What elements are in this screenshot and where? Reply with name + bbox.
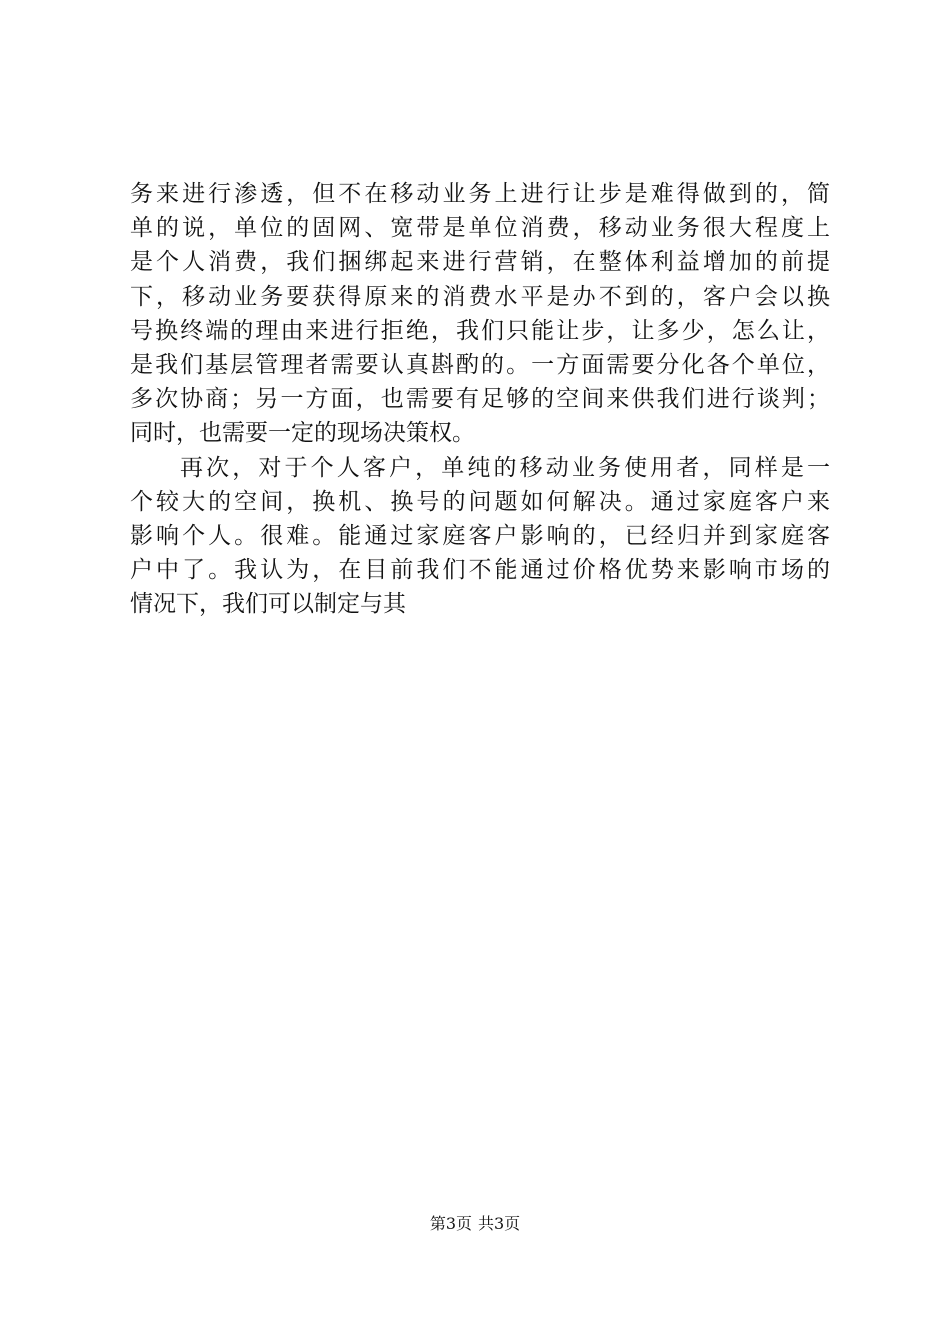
text-line: 单的说，单位的固网、宽带是单位消费，移动业务很大程度上: [130, 215, 830, 242]
text-line: 个较大的空间，换机、换号的问题如何解决。通过家庭客户来: [130, 488, 830, 515]
text-line: 再次，对于个人客户，单纯的移动业务使用者，同样是一: [180, 454, 830, 481]
text-line: 情况下，我们可以制定与其: [130, 591, 406, 618]
document-body: [130, 177, 830, 621]
text-line: 多次协商；另一方面，也需要有足够的空间来供我们进行谈判；: [130, 386, 830, 413]
text-line: 户中了。我认为，在目前我们不能通过价格优势来影响市场的: [130, 557, 830, 584]
text-line: 下，移动业务要获得原来的消费水平是办不到的，客户会以换: [130, 283, 830, 310]
page-total: 共3页: [478, 1214, 521, 1233]
paragraph-2: [130, 451, 830, 622]
text-line: 影响个人。很难。能通过家庭客户影响的，已经归并到家庭客: [130, 522, 830, 549]
page-footer: [0, 1214, 950, 1234]
text-line: 号换终端的理由来进行拒绝，我们只能让步，让多少，怎么让，: [130, 317, 830, 344]
text-line: 同时，也需要一定的现场决策权。: [130, 420, 475, 447]
text-line: 务来进行渗透，但不在移动业务上进行让步是难得做到的，简: [130, 181, 830, 207]
text-line: 是个人消费，我们捆绑起来进行营销，在整体利益增加的前提: [130, 249, 830, 276]
text-line: 是我们基层管理者需要认真斟酌的。一方面需要分化各个单位，: [130, 351, 830, 378]
paragraph-1: [130, 177, 830, 451]
page-number: 第3页: [429, 1214, 472, 1233]
